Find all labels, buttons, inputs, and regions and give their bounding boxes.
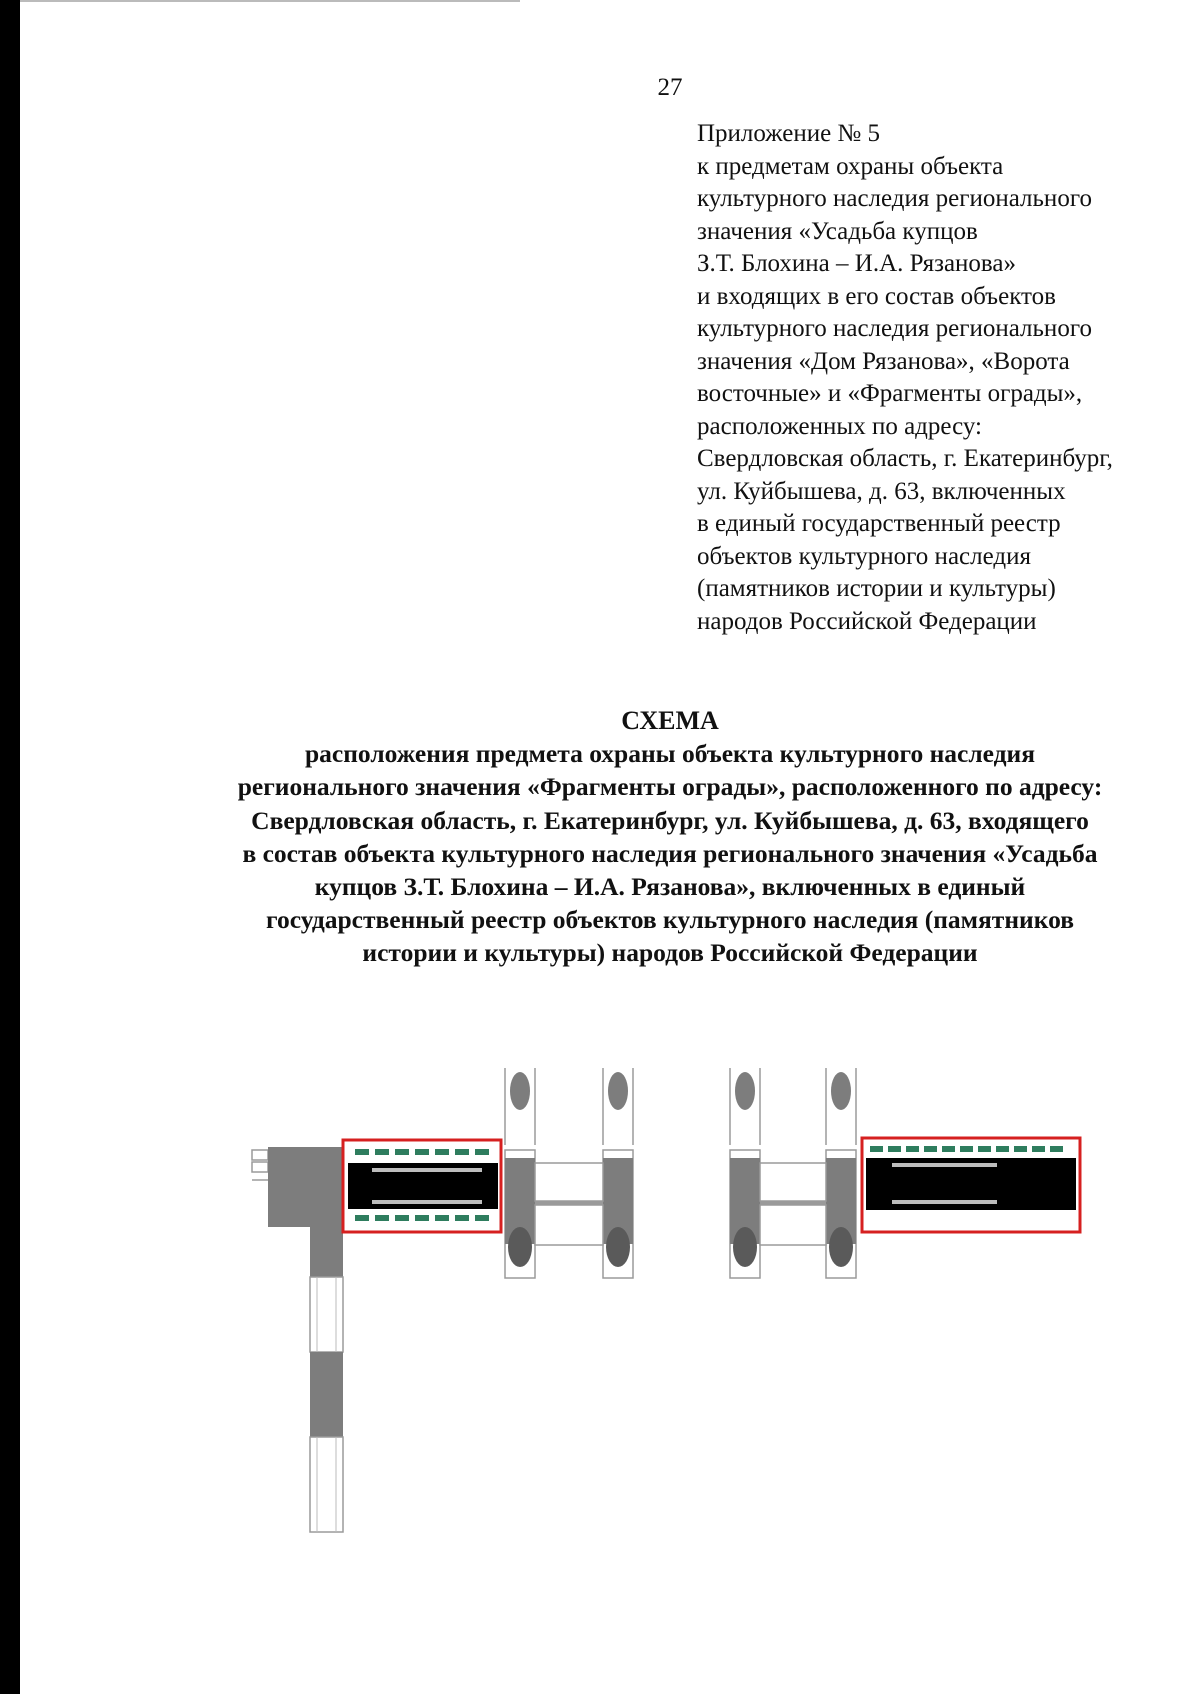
gate-left	[505, 1068, 633, 1278]
gate-right	[730, 1068, 856, 1278]
appendix-line: народов Российской Федерации	[697, 607, 1037, 635]
appendix-line: в единый государственный реестр	[697, 510, 1061, 537]
appendix-line: значения «Усадьба купцов	[697, 217, 978, 245]
appendix-line: культурного наследия регионального	[697, 315, 1092, 342]
fence-fragment-right	[862, 1138, 1080, 1232]
appendix-line: З.Т. Блохина – И.А. Рязанова»	[697, 250, 1017, 277]
schema-line: Свердловская область, г. Екатеринбург, ул. Куйбышева, д. 63, входящего	[251, 805, 1089, 835]
appendix-line: восточные» и «Фрагменты ограды»,	[697, 380, 1083, 407]
schema-line: истории и культуры) народов Российской Федерации	[362, 938, 978, 968]
vertical-fence	[310, 1277, 343, 1532]
appendix-line: ул. Куйбышева, д. 63, включенных	[697, 477, 1066, 505]
schema-title: СХЕМА	[621, 706, 719, 735]
appendix-line: объектов культурного наследия	[697, 542, 1031, 570]
appendix-line: и входящих в его состав объектов	[697, 282, 1056, 310]
page-number: 27	[657, 74, 683, 101]
appendix-line: значения «Дом Рязанова», «Ворота	[697, 347, 1070, 375]
fence-fragment-left	[343, 1140, 501, 1232]
corner-block	[268, 1147, 343, 1277]
appendix-line: Свердловская область, г. Екатеринбург,	[697, 445, 1113, 472]
appendix-line: культурного наследия регионального	[697, 185, 1092, 212]
appendix-line: (памятников истории и культуры)	[697, 575, 1056, 602]
appendix-line: Приложение № 5	[697, 120, 881, 147]
appendix-line: расположенных по адресу:	[697, 412, 982, 440]
schema-line: купцов З.Т. Блохина – И.А. Рязанова», включенных в единый	[314, 872, 1026, 902]
appendix-line: к предметам охраны объекта	[697, 152, 1004, 180]
left-stub-lines	[252, 1150, 268, 1180]
schema-line: государственный реестр объектов культурного наследия (памятников	[266, 905, 1074, 935]
schema-line: в состав объекта культурного наследия регионального значения «Усадьба	[242, 838, 1098, 868]
schema-line: расположения предмета охраны объекта культурного наследия	[304, 739, 1036, 769]
schema-line: регионального значения «Фрагменты ограды», расположенного по адресу:	[237, 772, 1103, 802]
